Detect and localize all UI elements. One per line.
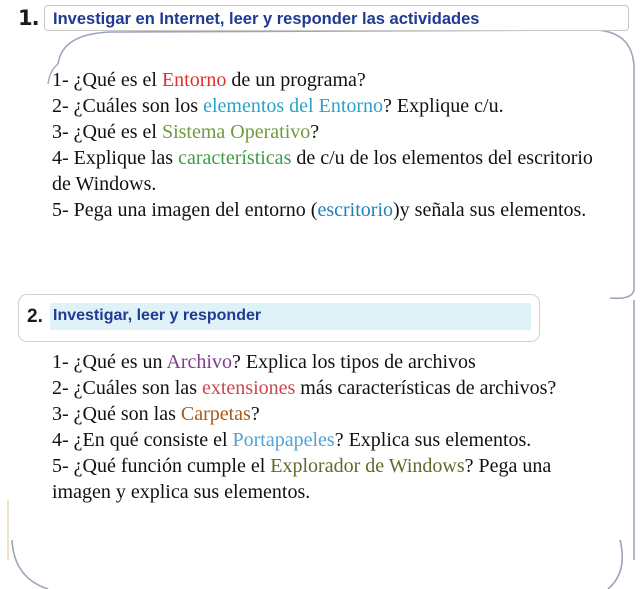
section1-question-list — [52, 67, 612, 223]
highlighted-term: escritorio — [317, 199, 393, 221]
highlighted-term: Explorador de Windows — [270, 455, 465, 477]
highlighted-term: Carpetas — [180, 403, 251, 425]
section1-question-3 — [52, 119, 612, 145]
section2-question-5 — [52, 453, 612, 505]
section1-question-4 — [52, 145, 612, 197]
question-text: 5- Pega una imagen del entorno ( — [52, 199, 318, 221]
highlighted-term: Portapapeles — [232, 429, 335, 451]
question-text: 3- ¿Qué es el — [52, 121, 162, 143]
highlighted-term: Archivo — [166, 351, 232, 373]
section1-question-5 — [52, 197, 612, 223]
question-text: más características de archivos? — [295, 377, 557, 399]
question-text: 4- ¿En qué consiste el — [52, 429, 233, 451]
question-text: 5- ¿Qué función cumple el — [52, 455, 271, 477]
highlighted-term: elementos del Entorno — [203, 95, 384, 117]
question-text: ? Pega una imagen y explica sus elementos. — [52, 455, 552, 503]
question-text: ? Explique c/u. — [383, 95, 504, 117]
question-text: ? Explica sus elementos. — [334, 429, 532, 451]
question-text: 1- ¿Qué es un — [52, 351, 167, 373]
question-text: 2- ¿Cuáles son las — [52, 377, 202, 399]
highlighted-term: extensiones — [201, 377, 296, 399]
highlighted-term: Sistema Operativo — [161, 121, 311, 143]
question-text: de c/u de los elementos del escritorio de Windows. — [52, 147, 593, 195]
section2-question-2 — [52, 375, 612, 401]
question-text: ? — [250, 403, 260, 425]
highlighted-term: características — [178, 147, 292, 169]
question-text: 2- ¿Cuáles son los — [52, 95, 204, 117]
question-text: 4- Explique las — [52, 147, 179, 169]
section1-title: Investigar en Internet, leer y responder las actividades — [44, 5, 629, 31]
question-text: 3- ¿Qué son las — [52, 403, 181, 425]
section1-question-2 — [52, 93, 612, 119]
section1-question-1 — [52, 67, 612, 93]
question-text: )y señala sus elementos. — [393, 199, 587, 221]
section1-number: 1. — [18, 6, 39, 30]
highlighted-term: Entorno — [161, 69, 227, 91]
section2-question-3 — [52, 401, 612, 427]
question-text: ? — [310, 121, 320, 143]
question-text: 1- ¿Qué es el — [52, 69, 162, 91]
section2-question-list — [52, 349, 612, 505]
section2-question-4 — [52, 427, 612, 453]
section2-title: Investigar, leer y responder — [53, 307, 262, 324]
question-text: de un programa? — [226, 69, 366, 91]
section2-question-1 — [52, 349, 612, 375]
section2-number: 2. — [27, 306, 43, 327]
question-text: ? Explica los tipos de archivos — [231, 351, 476, 373]
